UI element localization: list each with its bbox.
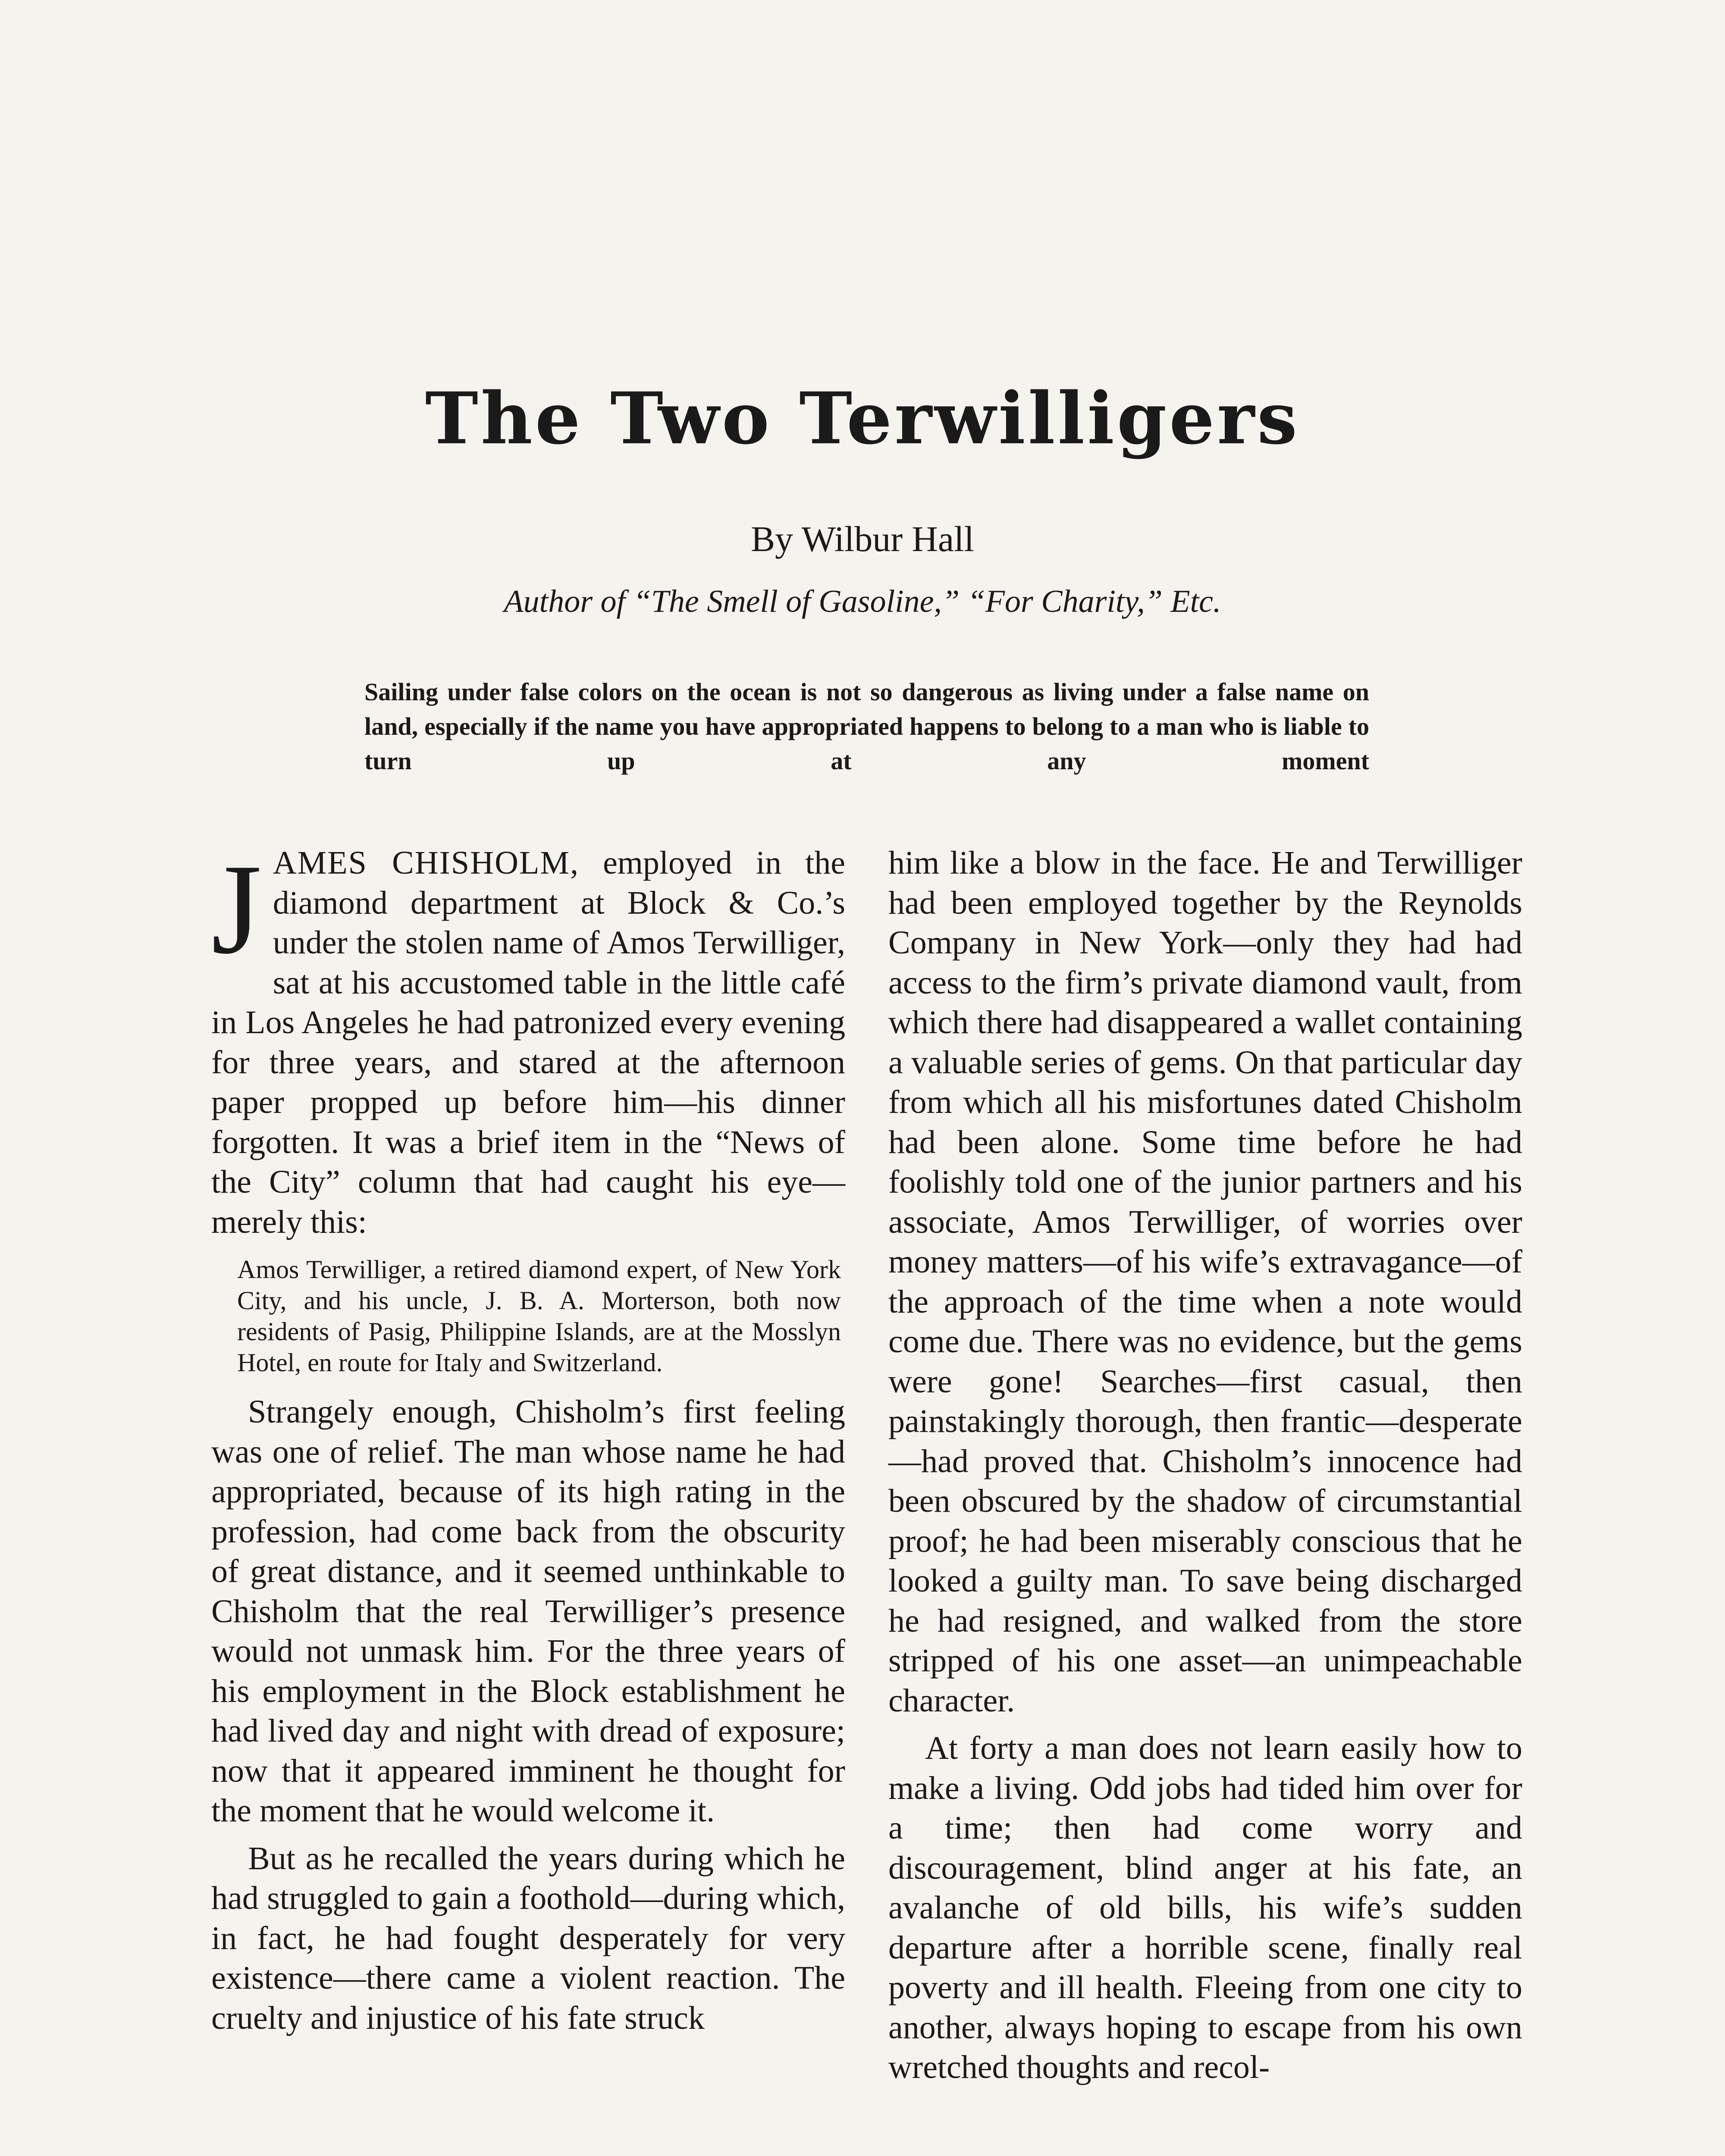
- story-dek: Sailing under false colors on the ocean is not so dangerous as living under a false name on land, especially if the name you have appropriated happens to belong to a man who is liable to turn up at any moment: [364, 678, 1369, 775]
- opening-paragraph: [211, 837, 845, 1242]
- continued-paragraph: him like a blow in the face. He and Terwilliger had been employed together by the Reynolds Company in New York—only they had had access to the firm’s private diamond vault, from which there had disappeared a wallet containing a valuable series of gems. On that particular day from which all his misfortunes dated Chisholm had been alone. Some time before he had foolishly told one of the junior partners and his associate, Amos Terwilliger, of worries over money matters—of his wife’s extravagance—of the approach of the time when a note would come due. There was no evidence, but the gems were gone! Searches—first casual, then painstakingly thorough, then frantic—desperate—had proved that. Chisholm’s innocence had been obscured by the shadow of circumstantial proof; he had been miserably conscious that he looked a guilty man. To save being discharged he had resigned, and walked from the store stripped of his one asset—an unimpeachable character.: [888, 845, 1522, 1719]
- lead-in-caps: AMES CHISHOLM,: [273, 845, 579, 881]
- byline: By Wilbur Hall: [751, 519, 974, 559]
- paragraph: Strangely enough, Chisholm’s first feeling was one of relief. The man whose name he had appropriated, because of its high rating in the profession, had come back from the obscurity of great distance, and it seemed unthinkable to Chisholm that the real Terwilliger’s presence would not unmask him. For the three years of his employment in the Block establishment he had lived day and night with dread of exposure; now that it appeared imminent he thought for the moment that he would welcome it.: [211, 1394, 845, 1829]
- story-title: The Two Terwilligers: [425, 376, 1300, 460]
- left-column: [211, 837, 845, 2038]
- paragraph: But as he recalled the years during which he had struggled to gain a foothold—during which, in fact, he had fought desperately for very existence—there came a violent reaction. The cruelty and injustice of his fate struck: [211, 1840, 845, 2036]
- author-credits: Author of “The Smell of Gasoline,” “For Charity,” Etc.: [504, 584, 1221, 619]
- paragraph: At forty a man does not learn easily how to make a living. Odd jobs had tided him over for a time; then had come worry and discouragement, blind anger at his fate, an avalanche of old bills, his wife’s sudden departure after a horrible scene, finally real poverty and ill health. Fleeing from one city to another, always hoping to escape from his own wretched thoughts and recol-: [888, 1730, 1522, 2085]
- news-item-quote: Amos Terwilliger, a retired diamond expert, of New York City, and his uncle, J. B. A. Morterson, both now residents of Pasig, Philippine Islands, are at the Mosslyn Hotel, en route for Italy and Switzerland.: [237, 1255, 841, 1377]
- right-column: [888, 843, 1522, 2087]
- opening-paragraph-text: employed in the diamond department at Block & Co.’s under the stolen name of Amos Terwilliger, sat at his accustomed table in the little café in Los Angeles he had patronized every evening for three years, and stared at the afternoon paper propped up before him—his dinner forgotten. It was a brief item in the “News of the City” column that had caught his eye—merely this:: [211, 845, 845, 1240]
- drop-cap: J: [211, 837, 262, 981]
